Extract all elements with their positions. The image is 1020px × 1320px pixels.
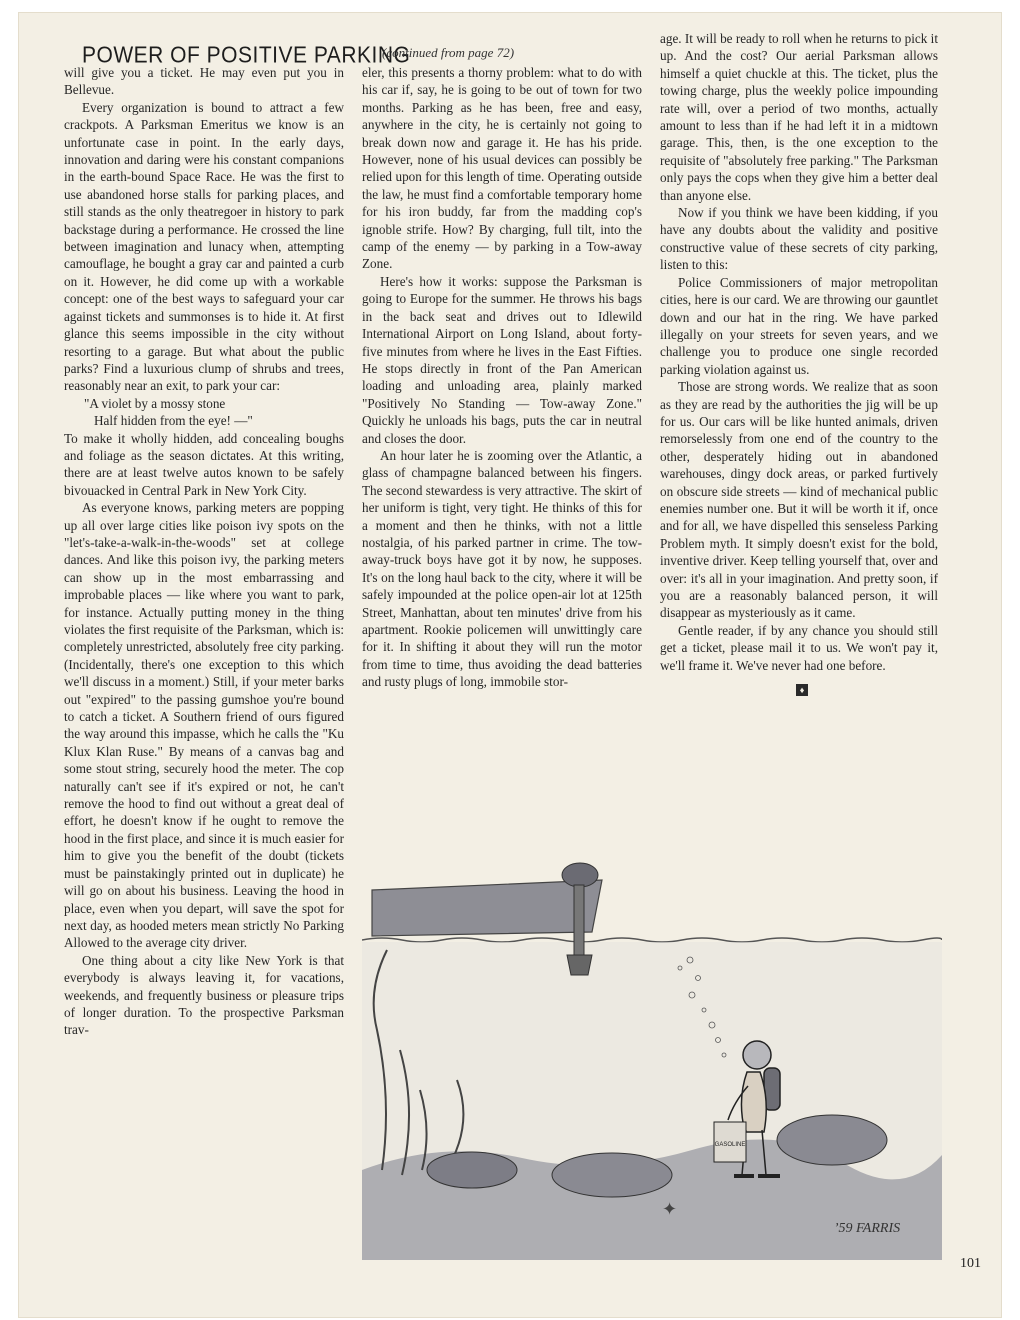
paragraph: To make it wholly hidden, add concealing boughs and foliage as the season dictates. At this writing, there are at least twelve autos known to be safely bivouacked in Central Park in New York City.	[64, 430, 344, 498]
paragraph: Police Commissioners of major metropolitan cities, here is our card. We are throwing our gauntlet down and our hat in the ring. We have parked illegally on your streets for seven years, and we challenge you to produce one single recorded parking violation against us.	[660, 274, 938, 377]
paragraph: Now if you think we have been kidding, if you have any doubts about the validity and positive constructive value of these secrets of city parking, listen to this:	[660, 205, 938, 273]
underwater-cartoon	[362, 840, 942, 1260]
continued-note: (continued from page 72)	[382, 45, 515, 60]
paragraph: As everyone knows, parking meters are popping up all over large cities like poison ivy spots on the "let's-take-a-walk-in-the-woods" set at college dances. And like this poison ivy, the parking meters can show up in the most embarrassing and improbable places — like where you want to park, for instance. Actually putting money in the thing violates the first requisite of the Parksman, which is: completely unrestricted, absolutely free city parking. (Incidentally, there's one exception to this which we'll discuss in a moment.) Still, if your meter barks out "expired" to the passing gumshoe you're bound to catch a ticket. A Southern friend of ours figured the way around this impasse, which he calls the "Ku Klux Klan Ruse." By means of a canvas bag and some stout string, securely hood the meter. The cop naturally can't see if it's expired or not, he can't remove the hood to find out without a great deal of effort, he doesn't know if he ought to remove the hood in the first place, and since it is much easier for him to give you the benefit of the doubt (tickets must be painstakingly printed out in duplicate) he will go on about his business. Leaving the hood in place, even when you depart, will save the spot for next day, as hooded meters mean strictly No Parking Allowed to the average city driver.	[64, 500, 344, 951]
paragraph: Gentle reader, if by any chance you should still get a ticket, please mail it to us. We won't pay it, we'll frame it. We've never had one before.	[660, 622, 938, 673]
paragraph: One thing about a city like New York is that everybody is always leaving it, for vacations, weekends, and frequently business or pleasure trips of longer duration. To the prospective Parksman trav-	[64, 952, 344, 1038]
text-column-1	[64, 64, 344, 1039]
starfish-icon: ✦	[662, 1199, 678, 1219]
paragraph: age. It will be ready to roll when he returns to pick it up. And the cost? Our aerial Parksman allows himself a quiet chuckle at this. The ticket, plus the towing charge, plus the weekly police impounding rate will, over a period of two months, actually amount to less than if he had left it in a midtown garage. This, then, is the one exception to the requisite of "absolutely free parking." The Parksman only pays the cops when they give him a better deal than anyone else.	[660, 31, 938, 203]
paragraph: Here's how it works: suppose the Parksman is going to Europe for the summer. He throws his bags in the back seat and drives out to Idlewild International Airport on Long Island, about forty-five minutes from where he lives in the East Fifties. He stops directly in front of the Pan American loading and unloading area, plainly marked "Positively No Standing — Tow-away Zone." Quickly he unloads his bags, puts the car in neutral and closes the door.	[362, 273, 642, 446]
text-column-3	[660, 30, 938, 697]
article-title: POWER OF POSITIVE PARKING	[82, 43, 411, 68]
paragraph: An hour later he is zooming over the Atlantic, a glass of champagne balanced between his fingers. The second stewardess is very attractive. The skirt of her uniform is tight, very tight. He thinks of this for a moment and then he thinks, with not a little nostalgia, of his parked partner in crime. The tow-away-truck boys have got it by now, he supposes. It's on the long haul back to the city, where it will be safely impounded at the police open-air lot at 125th Street, Manhattan, about ten minutes' drive from his apartment. Rookie policemen will unwittingly care for it. In shifting it about they will run the motor from time to time, thus avoiding the dead batteries and rusty plugs of long, immobile stor-	[362, 447, 642, 690]
can-label: GASOLINE	[714, 1142, 746, 1148]
paragraph: will give you a ticket. He may even put you in Bellevue.	[64, 65, 344, 98]
rabbit-logo-icon: ♦	[796, 684, 808, 696]
artist-signature: ’59 FARRIS	[833, 1221, 901, 1236]
gasoline-can-icon	[714, 1122, 746, 1162]
paragraph: Those are strong words. We realize that as soon as they are read by the authorities the jig will be up for us. Our cars will be like hunted animals, driven remorselessly from one end of the country to the other, desperately hiding out in abandoned warehouses, dingy dock areas, or parked furtively on obscure side streets — kind of mechanical public enemies number one. But it will be worth it if, once and for all, we have dispelled this senseless Parking Problem myth. It simply doesn't exist for the bold, inventive driver. Keep telling yourself that, over and over: it's all in your imagination. And pretty soon, if you are a reasonably balanced person, it will disappear as mysteriously as it came.	[660, 379, 938, 621]
text-column-2	[362, 64, 642, 691]
paragraph: eler, this presents a thorny problem: what to do with his car if, say, he is going to be out of town for two months. Parking as he has been, free and easy, anywhere in the city, he is certainly not going to break down now and garage it. He has his pride. However, none of his usual devices can possibly be relied upon for this length of time. Operating outside the law, he must find a comfortable temporary home for his iron buddy, far from the madding cop's ignoble strife. How? By charging, full tilt, into the camp of the enemy — by parking in a Tow-away Zone.	[362, 65, 642, 272]
paragraph: Every organization is bound to attract a few crackpots. A Parksman Emeritus we know is an unfortunate case in point. In the early days, innovation and daring were his constant companions in the earth-bound Space Race. He was the first to use abandoned horse stalls for parking places, and still stands as the only theatregoer in history to park backstage during a performance. He crossed the line between imagination and lunacy when, attempting camouflage, he bought a gray car and painted a curb on it. However, he did come up with a workable concept: one of the best ways to safeguard your car against tickets and summonses is to hide it. At first glance this seems impossible in the city without resorting to a garage. But what about the public parks? Find a luxurious clump of shrubs and trees, reasonably near an exit, to park your car:	[64, 99, 344, 394]
page-number: 101	[960, 1256, 981, 1271]
verse-line: Half hidden from the eye! —"	[94, 413, 253, 429]
verse-line: "A violet by a mossy stone	[84, 395, 226, 411]
